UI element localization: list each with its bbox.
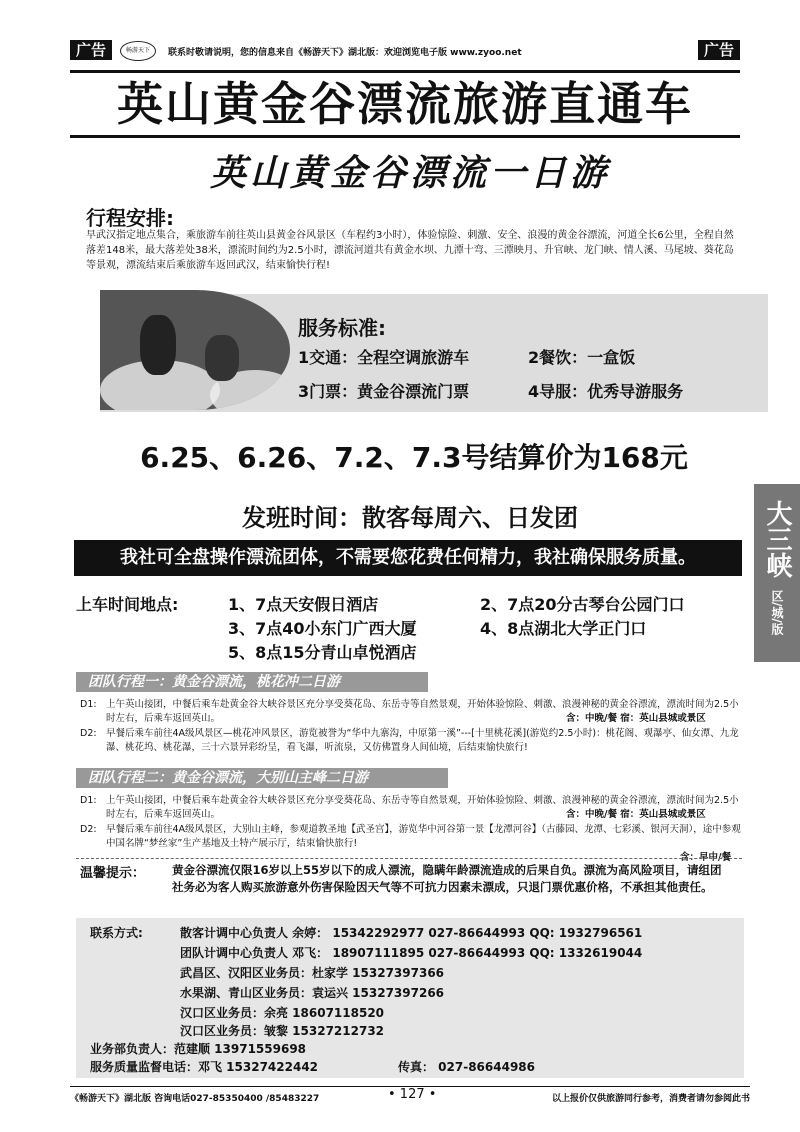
contact-line: 汉口区业务员：皱黎 15327212732 bbox=[180, 1024, 385, 1038]
footer-right: 以上报价仅供旅游同行参考，消费者请勿参阅此书 bbox=[551, 1094, 750, 1104]
itinerary-heading: 行程安排: bbox=[86, 206, 174, 230]
logo-text: 畅游天下 bbox=[125, 47, 150, 54]
tour2-d1-text: 上午英山接团，中餐后乘车赴黄金谷大峡谷景区充分享受葵花岛、东岳寺等自然景观，开始体验惊险、刺激、浪漫神秘的黄金谷漂流，漂流时间为2.5小时左右，后乘车返回英山。 bbox=[106, 795, 739, 820]
page-title: 英山黄金谷漂流旅游直通车 bbox=[70, 70, 740, 138]
ad-label-left: 广告 bbox=[70, 40, 112, 60]
region-sidebar-tab bbox=[754, 484, 800, 662]
top-bar bbox=[70, 40, 740, 60]
service-item: 4导服：优秀导游服务 bbox=[528, 382, 684, 401]
page-subtitle: 英山黄金谷漂流一日游 bbox=[209, 152, 610, 194]
tour2-title: 团队行程二：黄金谷漂流，大别山主峰二日游 bbox=[76, 768, 448, 788]
pickup-item: 5、8点15分青山卓悦酒店 bbox=[228, 643, 417, 662]
page-footer bbox=[70, 1086, 750, 1104]
fax-contact: 传真： 027-86644986 bbox=[398, 1060, 536, 1074]
price-statement: 6.25、6.26、7.2、7.3号结算价为168元 bbox=[140, 441, 688, 474]
ad-label-right: 广告 bbox=[698, 40, 740, 60]
tour1-d2-text: 早餐后乘车前往4A级风景区—桃花冲风景区，游览被誉为“华中九寨沟，中原第一溪”---[十里桃花溪](游览约2.5小时)：桃花阁、观瀑亭、仙女潭、九龙瀑、桃花坞、桃花瀑，三十六景异彩纷呈，看飞瀑，听流泉，又仿佛置身人间仙境，后结束愉快旅行! bbox=[106, 728, 739, 753]
page-number: • 127 • bbox=[388, 1087, 437, 1102]
itinerary-text: 早武汉指定地点集合，乘旅游车前往英山县黄金谷风景区（车程约3小时），体验惊险、刺激、安全、浪漫的黄金谷漂流，河道全长6公里，全程自然落差148米，最大落差处38米，漂流时间约为2.5小时，漂流河道共有黄金水坝、九潭十弯、三潭映月、升官峡、龙门峡、情人溪、马尾坡、葵花岛等景观，漂流结束后乘旅游车返回武汉，结束愉快行程! bbox=[86, 230, 734, 271]
tour1-d1-text: 上午英山接团，中餐后乘车赴黄金谷大峡谷景区充分享受葵花岛、东岳寺等自然景观，开始体验惊险、刺激、浪漫神秘的黄金谷漂流，漂流时间为2.5小时左右，后乘车返回英山。 bbox=[106, 699, 739, 724]
tips-label: 温馨提示： bbox=[80, 866, 146, 881]
tour2-d2-meal: 含：早中/餐 bbox=[680, 852, 731, 863]
pickup-item: 1、7点天安假日酒店 bbox=[228, 595, 379, 614]
service-item: 2餐饮：一盒饭 bbox=[528, 348, 636, 367]
service-banner: 我社可全盘操作漂流团体，不需要您花费任何精力，我社确保服务质量。 bbox=[74, 540, 742, 576]
contact-line: 汉口区业务员：余亮 18607118520 bbox=[180, 1006, 385, 1020]
divider bbox=[76, 858, 742, 859]
contact-line: 散客计调中心负责人 余婷： 15342292977 027-86644993 QQ: 1932796561 bbox=[180, 926, 643, 940]
tour1-d1-meal: 含：中晚/餐 宿：英山县城或景区 bbox=[566, 713, 706, 724]
sidebar-small-text: 区/城/版 bbox=[770, 590, 784, 635]
service-item: 3门票：黄金谷漂流门票 bbox=[298, 382, 470, 401]
header-notice: 联系时敬请说明，您的信息来自《畅游天下》湖北版：欢迎浏览电子版 www.zyoo.net bbox=[168, 48, 522, 58]
tour2-d2-text: 早餐后乘车前往4A级风景区，大别山主峰，参观道教圣地【武圣宫】，游览华中河谷第一景【龙潭河谷】（古藤园、龙潭、七彩溪、银河天洞），途中参观中国名牌“梦丝家”生产基地及土特产展示厅，结束愉快旅行! bbox=[106, 824, 741, 849]
pickup-item: 2、7点20分古琴台公园门口 bbox=[480, 595, 685, 614]
tour1-d1-label: D1: bbox=[80, 699, 97, 710]
contact-label: 联系方式: bbox=[90, 926, 143, 940]
rafting-photo bbox=[100, 290, 290, 410]
contact-line: 水果湖、青山区业务员：袁运兴 15327397266 bbox=[180, 986, 445, 1000]
pickup-item: 3、7点40小东门广西大厦 bbox=[228, 619, 417, 638]
tour1-title: 团队行程一：黄金谷漂流，桃花冲二日游 bbox=[76, 672, 428, 692]
tour2-d1-label: D1: bbox=[80, 795, 97, 806]
pickup-item: 4、8点湖北大学正门口 bbox=[480, 619, 647, 638]
service-item: 1交通：全程空调旅游车 bbox=[298, 348, 470, 367]
tips-text: 黄金谷漂流仅限16岁以上55岁以下的成人漂流，隐瞒年龄漂流造成的后果自负。漂流为高风险项目，请组团社务必为客人购买旅游意外伤害保险因天气等不可抗力因素未漂成，只退门票优惠价格，不承担其他责任。 bbox=[172, 863, 722, 894]
contact-line: 武昌区、汉阳区业务员：杜家学 15327397366 bbox=[180, 966, 445, 980]
pickup-label: 上车时间地点: bbox=[76, 595, 179, 614]
service-heading: 服务标准: bbox=[298, 316, 386, 340]
manager-contact: 业务部负责人：范建顺 13971559698 bbox=[90, 1042, 307, 1056]
sidebar-big-text: 大三峡 bbox=[762, 500, 792, 578]
footer-left: 《畅游天下》湖北版 咨询电话027-85350400 /85483227 bbox=[70, 1094, 320, 1104]
tour2-d2-label: D2: bbox=[80, 824, 97, 835]
tour2-d1-meal: 含：中晚/餐 宿：英山县城或景区 bbox=[566, 809, 706, 820]
contact-line: 团队计调中心负责人 邓飞： 18907111895 027-86644993 QQ: 1332619044 bbox=[180, 946, 643, 960]
supervisor-contact: 服务质量监督电话：邓飞 15327422442 bbox=[90, 1060, 319, 1074]
departure-time: 发班时间：散客每周六、日发团 bbox=[242, 504, 578, 532]
tour1-d2-label: D2: bbox=[80, 728, 97, 739]
brand-logo bbox=[120, 41, 156, 61]
